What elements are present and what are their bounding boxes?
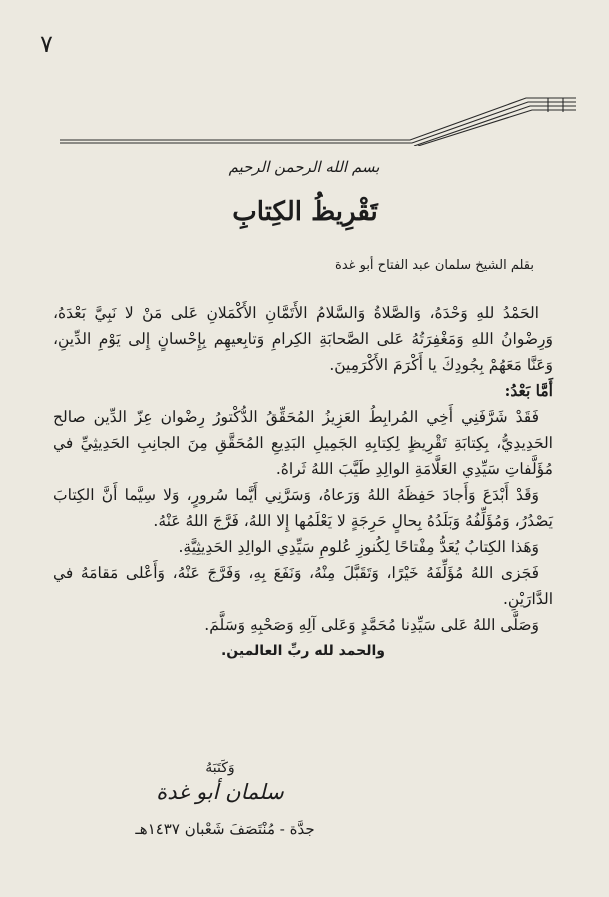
paragraph-praise: وَقَدْ أَبْدَعَ وَأَجادَ حَفِظَهُ اللهُ وَرَعاهُ، وَسَرَّنِي أَيَّما سُرورٍ، وَلا سِيَّما أَنَّ الكِتابَ يَصْدُرُ، وَمُؤَلِّفُهُ وَبَلَدُهُ بِحالٍ حَرِجَةٍ لا يَعْلَمُها إِلا اللهُ، فَرَّجَ اللهُ عَنْهُ.	[53, 486, 553, 530]
page-title: تَقْرِيظُ الكِتابِ	[232, 197, 378, 227]
paragraph-dua: فَجَزى اللهُ مُؤَلِّفَهُ خَيْرًا، وَتَقَبَّلَ مِنْهُ، وَنَفَعَ بِهِ، وَفَرَّجَ عَنْهُ، وَأَعْلى مَقامَهُ في الدَّارَيْنِ.	[53, 564, 553, 608]
closing-line: والحمد لله ربِّ العالمين.	[220, 643, 386, 659]
paragraph-amma-baad: أَمَّا بَعْدُ:	[504, 381, 553, 400]
header-ornament	[58, 96, 578, 146]
signature-block	[150, 760, 290, 804]
basmala-calligraphy: بسم الله الرحمن الرحيم	[228, 158, 380, 176]
paragraph-intro: فَقَدْ شَرَّفَنِي أَخِي المُرابِطُ العَزِيزُ المُحَقِّقُ الدُّكْتورُ رِضْوان عِزّ الدِّين صالح الحَدِيدِيُّ، بِكِتابَةِ تَقْرِيظٍ لِكِتابِهِ الجَمِيلِ البَدِيعِ المُحَقَّقِ مِنَ الجانِبِ الحَدِيثِيِّ في مُؤَلَّفاتِ سَيِّدِي العَلَّامَةِ الوالِدِ طَيَّبَ اللهُ ثَراهُ.	[53, 408, 553, 478]
paragraph-book: وَهَذا الكِتابُ يُعَدُّ مِفْتاحًا لِكُنوزِ عُلومِ سَيِّدِي الوالِدِ الحَدِيثِيَّةِ.	[178, 538, 539, 556]
date-line: جدَّة - مُنْتَصَفَ شَعْبان ١٤٣٧هـ	[135, 820, 315, 838]
page-number: ٧	[40, 30, 53, 58]
paragraph-salawat: وَصَلَّى اللهُ عَلى سَيِّدِنا مُحَمَّدٍ وَعَلى آلِهِ وَصَحْبِهِ وَسَلَّمَ.	[204, 616, 539, 634]
body-text	[53, 300, 553, 664]
signature-name: سلمان أبو غدة	[156, 780, 284, 804]
paragraph-opening: الحَمْدُ للهِ وَحْدَهُ، وَالصَّلاةُ وَالسَّلامُ الأَتَمَّانِ الأَكْمَلانِ عَلى مَنْ لا نَبِيَّ بَعْدَهُ، وَرِضْوانُ اللهِ وَمَغْفِرَتُهُ عَلى الصَّحابَةِ الكِرامِ وَتابِعيهِم بِإِحْسانٍ إِلى يَوْمِ الدِّينِ، وَعَنَّا مَعَهُمْ بِجُودِكَ يا أَكْرَمَ الأَكْرَمِينَ.	[53, 304, 553, 374]
signature-wrote: وَكَتَبَهُ	[205, 760, 235, 776]
author-line: بقلم الشيخ سلمان عبد الفتاح أبو غدة	[335, 258, 534, 273]
